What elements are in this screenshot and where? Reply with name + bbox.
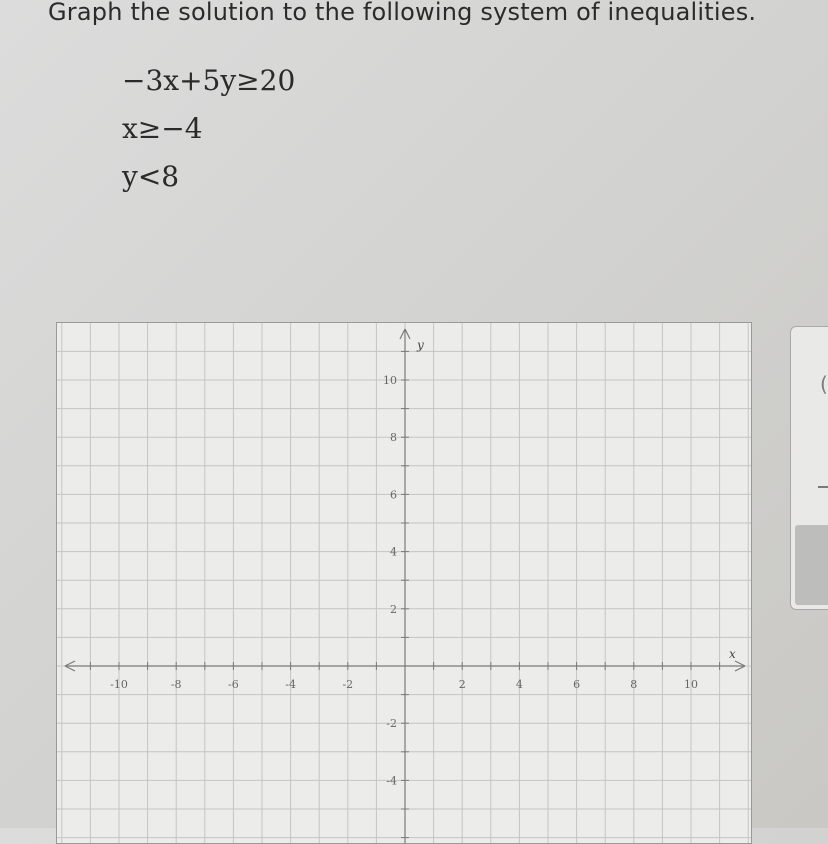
y-tick-label: 8 [390, 431, 397, 445]
inequality-1-rhs: 20 [259, 64, 296, 97]
inequality-1 [122, 64, 295, 97]
x-tick-label: -2 [342, 678, 354, 691]
coordinate-plane[interactable] [57, 323, 751, 843]
y-tick-label: 2 [390, 602, 397, 616]
question-prompt: Graph the solution to the following system of inequalities. [48, 0, 757, 26]
inequality-2-op: ≥ [137, 112, 162, 145]
inequality-3-lhs: y [122, 160, 138, 193]
x-tick-label: 8 [630, 678, 638, 691]
x-tick-label: 6 [573, 678, 581, 691]
x-tick-label: 4 [515, 678, 523, 691]
inequality-3-rhs: 8 [161, 160, 180, 193]
graph-panel[interactable] [56, 322, 752, 844]
inequality-2 [122, 112, 203, 145]
x-tick-label: -6 [228, 678, 239, 691]
tool-icon[interactable]: ( [820, 372, 828, 396]
x-tick-label: -4 [285, 678, 296, 691]
inequality-1-lhs: −3x+5y [122, 64, 237, 97]
tool-button[interactable] [795, 525, 828, 605]
inequality-3 [122, 160, 179, 193]
x-tick-label: -8 [170, 678, 182, 691]
inequality-2-rhs: −4 [161, 112, 203, 145]
tool-line-icon[interactable] [818, 486, 828, 488]
y-tick-label: -4 [386, 774, 397, 788]
inequality-2-lhs: x [122, 112, 138, 145]
inequality-3-op: < [137, 160, 162, 193]
y-axis-label: y [417, 338, 424, 352]
y-tick-label: -2 [386, 717, 397, 731]
y-tick-label: 6 [390, 488, 397, 502]
y-tick-label: 10 [383, 374, 397, 387]
inequality-1-op: ≥ [236, 64, 260, 97]
x-tick-label: 10 [684, 678, 698, 691]
x-tick-label: 2 [458, 678, 466, 691]
x-tick-label: -10 [110, 678, 128, 691]
x-axis-label: x [729, 647, 736, 661]
y-tick-label: 4 [390, 545, 397, 559]
